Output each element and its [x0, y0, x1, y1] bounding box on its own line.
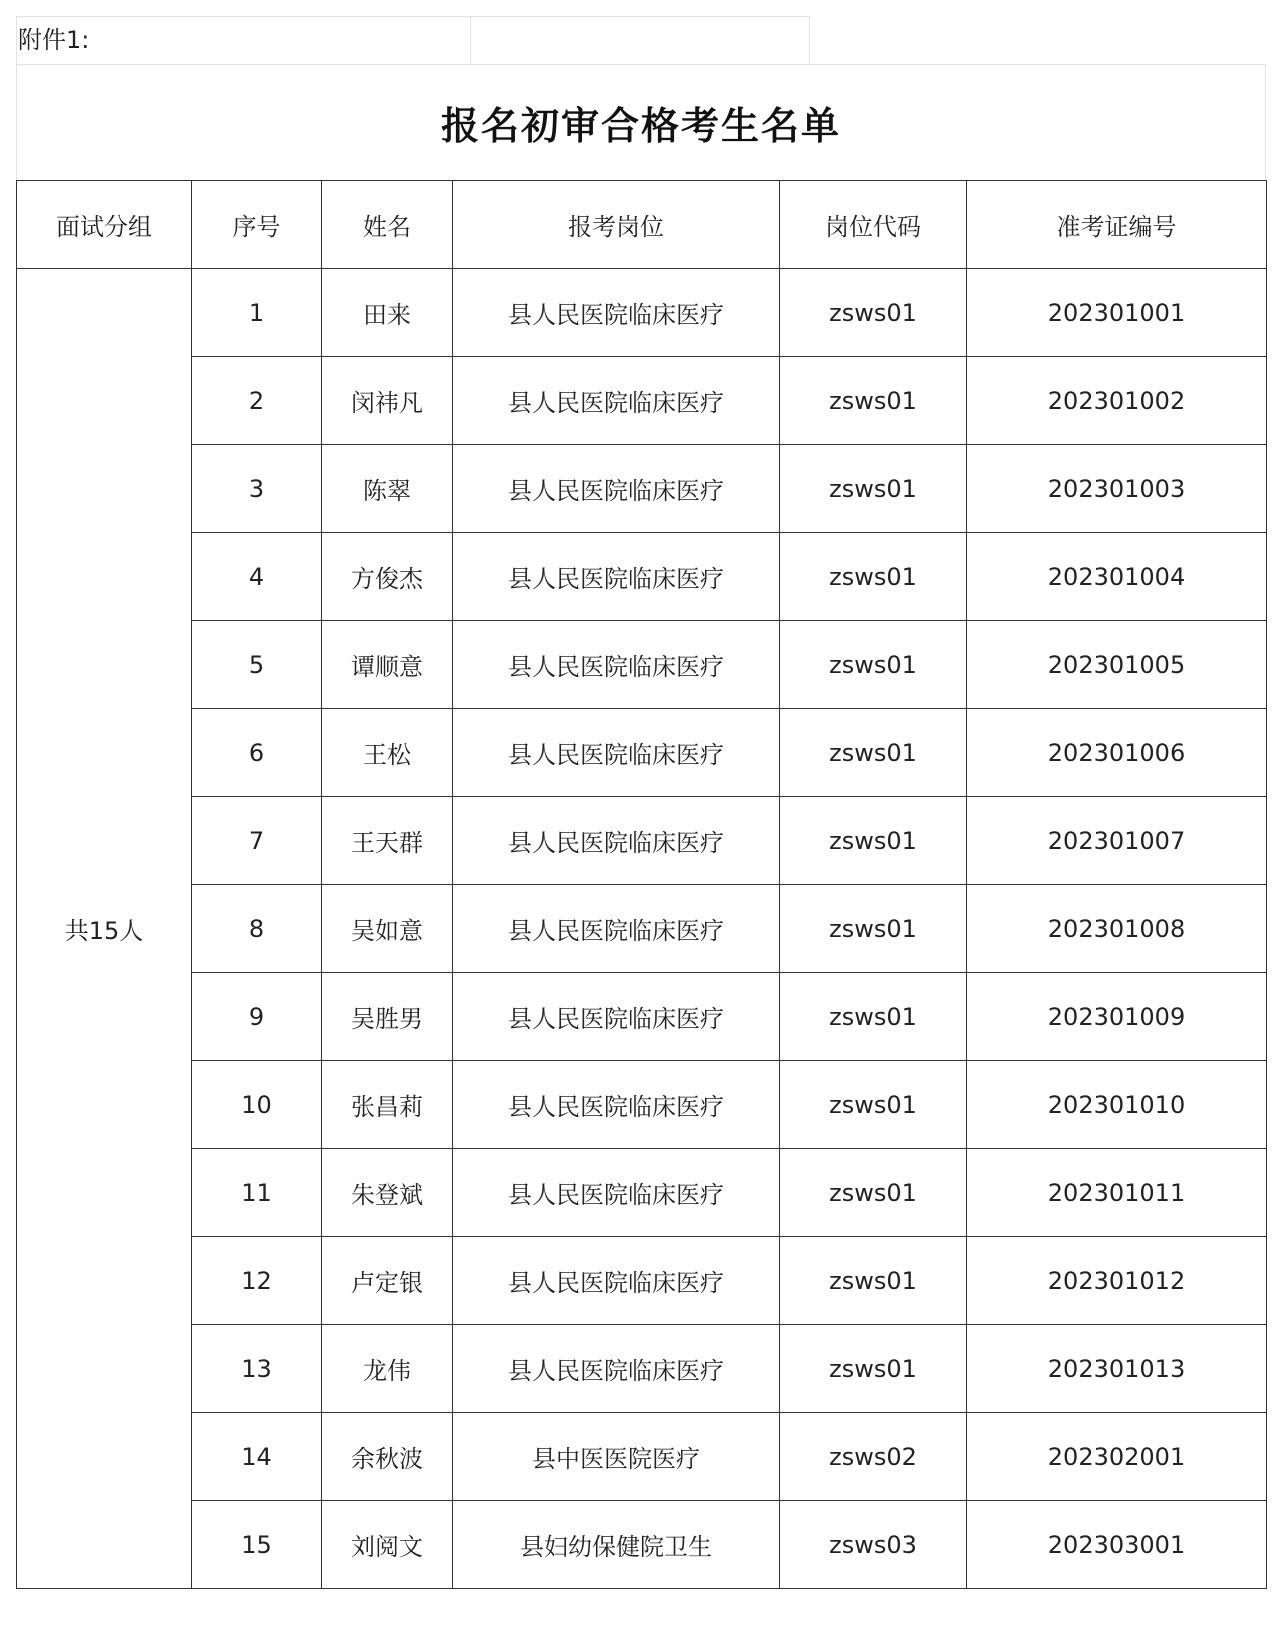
name-cell: 谭顺意 — [322, 621, 453, 709]
header-cell-divider — [470, 17, 471, 64]
attachment-label: 附件1: — [18, 26, 90, 54]
ticket-cell: 202301010 — [967, 1061, 1267, 1149]
page-title: 报名初审合格考生名单 — [440, 104, 841, 148]
name-cell: 余秋波 — [322, 1413, 453, 1501]
seq-cell: 9 — [192, 973, 322, 1061]
name-cell: 吴如意 — [322, 885, 453, 973]
code-cell: zsws01 — [780, 357, 967, 445]
code-cell: zsws01 — [780, 797, 967, 885]
code-cell: zsws01 — [780, 533, 967, 621]
header-seq: 序号 — [192, 181, 322, 269]
header-ticket: 准考证编号 — [967, 181, 1267, 269]
table-header-row — [17, 181, 1267, 269]
table-row — [17, 1413, 1267, 1501]
ticket-cell: 202301005 — [967, 621, 1267, 709]
ticket-cell: 202303001 — [967, 1501, 1267, 1589]
position-cell: 县人民医院临床医疗 — [453, 973, 780, 1061]
table-row — [17, 1061, 1267, 1149]
seq-cell: 5 — [192, 621, 322, 709]
seq-cell: 3 — [192, 445, 322, 533]
table-row — [17, 973, 1267, 1061]
table-row — [17, 357, 1267, 445]
name-cell: 方俊杰 — [322, 533, 453, 621]
code-cell: zsws02 — [780, 1413, 967, 1501]
ticket-cell: 202301001 — [967, 269, 1267, 357]
header-position: 报考岗位 — [453, 181, 780, 269]
table-row — [17, 709, 1267, 797]
code-cell: zsws01 — [780, 621, 967, 709]
ticket-cell: 202301003 — [967, 445, 1267, 533]
table-row — [17, 533, 1267, 621]
seq-cell: 1 — [192, 269, 322, 357]
code-cell: zsws03 — [780, 1501, 967, 1589]
code-cell: zsws01 — [780, 1237, 967, 1325]
seq-cell: 14 — [192, 1413, 322, 1501]
position-cell: 县人民医院临床医疗 — [453, 1061, 780, 1149]
seq-cell: 10 — [192, 1061, 322, 1149]
table-row — [17, 885, 1267, 973]
name-cell: 张昌莉 — [322, 1061, 453, 1149]
table-row — [17, 797, 1267, 885]
position-cell: 县人民医院临床医疗 — [453, 269, 780, 357]
ticket-cell: 202302001 — [967, 1413, 1267, 1501]
position-cell: 县人民医院临床医疗 — [453, 357, 780, 445]
seq-cell: 8 — [192, 885, 322, 973]
position-cell: 县人民医院临床医疗 — [453, 885, 780, 973]
title-cell — [16, 64, 1266, 180]
position-cell: 县中医医院医疗 — [453, 1413, 780, 1501]
position-cell: 县人民医院临床医疗 — [453, 797, 780, 885]
table-row — [17, 1237, 1267, 1325]
attachment-header-row — [16, 16, 810, 64]
candidate-table — [16, 180, 1267, 1589]
ticket-cell: 202301009 — [967, 973, 1267, 1061]
code-cell: zsws01 — [780, 1325, 967, 1413]
code-cell: zsws01 — [780, 885, 967, 973]
ticket-cell: 202301004 — [967, 533, 1267, 621]
position-cell: 县人民医院临床医疗 — [453, 709, 780, 797]
code-cell: zsws01 — [780, 1061, 967, 1149]
ticket-cell: 202301008 — [967, 885, 1267, 973]
position-cell: 县妇幼保健院卫生 — [453, 1501, 780, 1589]
seq-cell: 7 — [192, 797, 322, 885]
name-cell: 卢定银 — [322, 1237, 453, 1325]
seq-cell: 15 — [192, 1501, 322, 1589]
name-cell: 田来 — [322, 269, 453, 357]
table-row — [17, 621, 1267, 709]
code-cell: zsws01 — [780, 709, 967, 797]
position-cell: 县人民医院临床医疗 — [453, 1149, 780, 1237]
position-cell: 县人民医院临床医疗 — [453, 1237, 780, 1325]
seq-cell: 2 — [192, 357, 322, 445]
position-cell: 县人民医院临床医疗 — [453, 1325, 780, 1413]
code-cell: zsws01 — [780, 1149, 967, 1237]
name-cell: 朱登斌 — [322, 1149, 453, 1237]
group-cell: 共15人 — [17, 269, 192, 1589]
table-row — [17, 1501, 1267, 1589]
seq-cell: 6 — [192, 709, 322, 797]
seq-cell: 4 — [192, 533, 322, 621]
name-cell: 王松 — [322, 709, 453, 797]
name-cell: 闵祎凡 — [322, 357, 453, 445]
table-row — [17, 1325, 1267, 1413]
code-cell: zsws01 — [780, 269, 967, 357]
position-cell: 县人民医院临床医疗 — [453, 445, 780, 533]
seq-cell: 13 — [192, 1325, 322, 1413]
header-code: 岗位代码 — [780, 181, 967, 269]
code-cell: zsws01 — [780, 973, 967, 1061]
ticket-cell: 202301013 — [967, 1325, 1267, 1413]
position-cell: 县人民医院临床医疗 — [453, 621, 780, 709]
name-cell: 王天群 — [322, 797, 453, 885]
seq-cell: 12 — [192, 1237, 322, 1325]
name-cell: 刘阅文 — [322, 1501, 453, 1589]
table-row — [17, 269, 1267, 357]
table-row — [17, 445, 1267, 533]
header-group: 面试分组 — [17, 181, 192, 269]
name-cell: 吴胜男 — [322, 973, 453, 1061]
seq-cell: 11 — [192, 1149, 322, 1237]
ticket-cell: 202301006 — [967, 709, 1267, 797]
header-name: 姓名 — [322, 181, 453, 269]
ticket-cell: 202301002 — [967, 357, 1267, 445]
name-cell: 陈翠 — [322, 445, 453, 533]
code-cell: zsws01 — [780, 445, 967, 533]
name-cell: 龙伟 — [322, 1325, 453, 1413]
ticket-cell: 202301011 — [967, 1149, 1267, 1237]
ticket-cell: 202301012 — [967, 1237, 1267, 1325]
table-row — [17, 1149, 1267, 1237]
ticket-cell: 202301007 — [967, 797, 1267, 885]
position-cell: 县人民医院临床医疗 — [453, 533, 780, 621]
